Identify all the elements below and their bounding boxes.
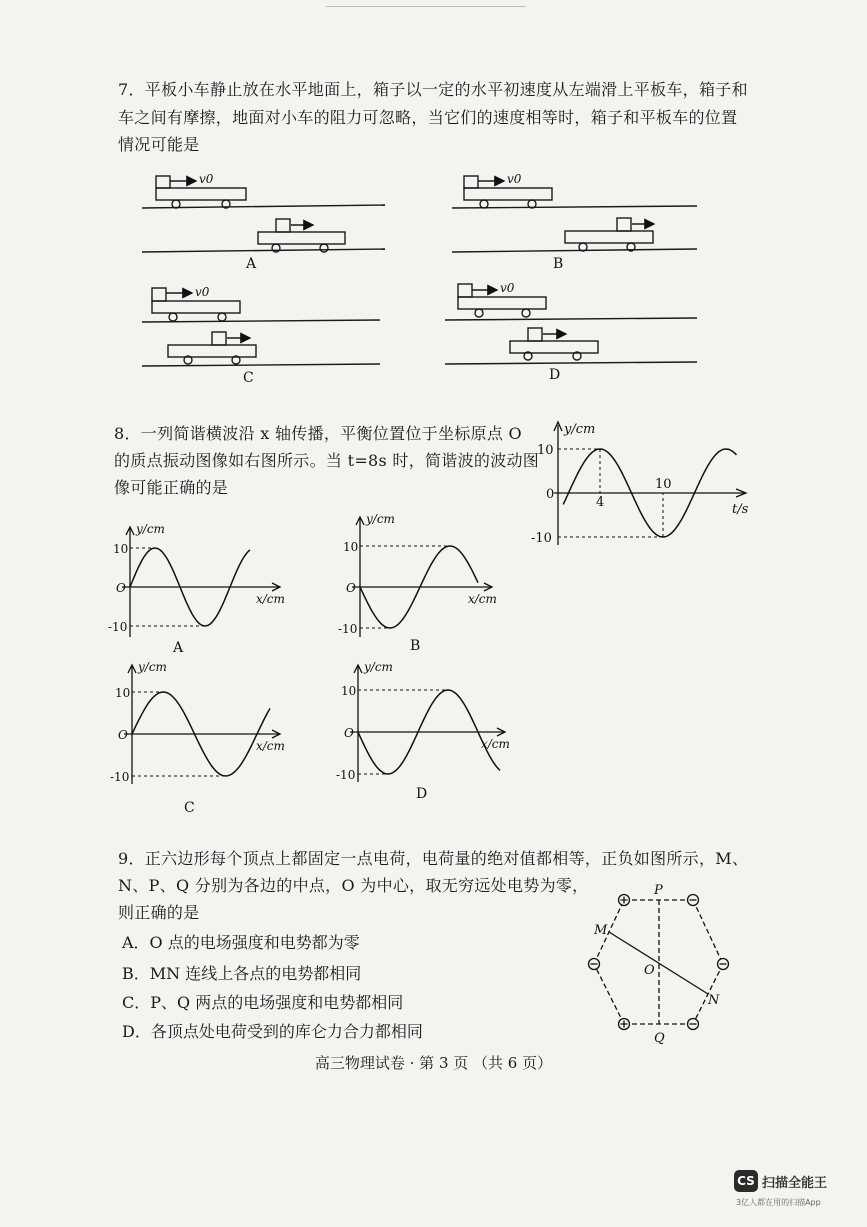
q9-choice-c: C．P、Q 两点的电场强度和电势都相同 xyxy=(122,993,404,1012)
vib-xlabel: t/s xyxy=(732,502,749,517)
wave-y-tick-neg: -10 xyxy=(110,770,130,784)
q8-option-b-label: B xyxy=(410,638,421,654)
wave-xlabel: x/cm xyxy=(481,737,510,751)
scanner-logo-icon: CS xyxy=(734,1170,758,1192)
q9-hexagon-diagram xyxy=(580,878,740,1046)
wave-y-tick-pos: 10 xyxy=(115,686,131,700)
wave-y-tick-pos: 10 xyxy=(113,542,129,556)
page-footer: 高三物理试卷 · 第 3 页 （共 6 页） xyxy=(314,1054,553,1072)
wave-graph-b xyxy=(338,512,497,654)
q8-text-line1: 8．一列简谐横波沿 x 轴传播，平衡位置位于坐标原点 O xyxy=(114,424,522,443)
q7-option-d-label: D xyxy=(549,367,561,383)
scanner-watermark xyxy=(734,1170,854,1218)
scanner-tagline: 3亿人都在用的扫描App xyxy=(736,1198,821,1207)
scanner-name: 扫描全能王 xyxy=(762,1176,828,1191)
point-q-label: Q xyxy=(654,1031,665,1046)
q7-v0-label-c: v0 xyxy=(195,285,210,299)
q7-v0-label-d: v0 xyxy=(500,281,515,295)
wave-origin-label: O xyxy=(118,728,128,742)
q7-option-c-label: C xyxy=(243,370,254,386)
point-n-label: N xyxy=(708,993,720,1008)
q9-text-line2: N、P、Q 分别为各边的中点，O 为中心，取无穷远处电势为零， xyxy=(118,876,589,895)
wave-origin-label: O xyxy=(344,726,354,740)
q7-option-b-label: B xyxy=(553,256,564,272)
vib-t-tick-trough: 10 xyxy=(655,477,672,492)
q9-choice-b: B．MN 连线上各点的电势都相同 xyxy=(122,964,362,983)
q7-option-a-label: A xyxy=(246,256,257,272)
wave-xlabel: x/cm xyxy=(468,592,497,606)
vib-origin-label: 0 xyxy=(546,487,555,502)
wave-y-tick-pos: 10 xyxy=(343,540,359,554)
q8-text-line3: 像可能正确的是 xyxy=(114,478,229,497)
wave-origin-label: O xyxy=(346,581,356,595)
q7-v0-label-b: v0 xyxy=(507,172,522,186)
point-m-label: M xyxy=(594,923,608,938)
wave-y-tick-pos: 10 xyxy=(341,684,357,698)
point-o-label: O xyxy=(644,963,655,978)
q9-choice-a: A．O 点的电场强度和电势都为零 xyxy=(122,933,360,952)
wave-origin-label: O xyxy=(116,581,126,595)
q8-option-a-label: A xyxy=(173,640,184,656)
wave-y-tick-neg: -10 xyxy=(336,768,356,782)
wave-graph-a xyxy=(108,522,285,656)
q9-choice-d: D．各顶点处电荷受到的库仑力合力都相同 xyxy=(122,1022,423,1041)
vib-t-tick-peak: 4 xyxy=(596,495,605,510)
wave-ylabel: y/cm xyxy=(138,660,167,674)
q8-text-line2: 的质点振动图像如右图所示。当 t=8s 时，简谐波的波动图 xyxy=(114,451,540,470)
wave-graph-c xyxy=(110,660,285,816)
vib-y-tick-neg: -10 xyxy=(531,531,552,546)
vib-y-tick-pos: 10 xyxy=(537,443,554,458)
q7-v0-label-a: v0 xyxy=(199,172,214,186)
q7-text-line2: 车之间有摩擦，地面对小车的阻力可忽略，当它们的速度相等时，箱子和平板车的位置 xyxy=(118,108,738,127)
q7-text-line1: 7．平板小车静止放在水平地面上，箱子以一定的水平初速度从左端滑上平板车，箱子和 xyxy=(118,80,748,99)
q8-option-d-label: D xyxy=(416,786,428,802)
wave-graph-d xyxy=(336,660,510,802)
point-p-label: P xyxy=(654,883,663,898)
vib-ylabel: y/cm xyxy=(564,422,596,437)
hexagon-edges xyxy=(594,900,723,1024)
wave-ylabel: y/cm xyxy=(136,522,165,536)
wave-y-tick-neg: -10 xyxy=(108,620,128,634)
q7-text-line3: 情况可能是 xyxy=(118,135,200,154)
q8-option-c-label: C xyxy=(184,800,195,816)
wave-xlabel: x/cm xyxy=(256,739,285,753)
q9-text-line3: 则正确的是 xyxy=(118,903,200,922)
wave-ylabel: y/cm xyxy=(364,660,393,674)
q9-text-line1: 9．正六边形每个顶点上都固定一点电荷，电荷量的绝对值都相等，正负如图所示，M、 xyxy=(118,849,749,868)
wave-y-tick-neg: -10 xyxy=(338,622,358,636)
wave-ylabel: y/cm xyxy=(366,512,395,526)
wave-xlabel: x/cm xyxy=(256,592,285,606)
